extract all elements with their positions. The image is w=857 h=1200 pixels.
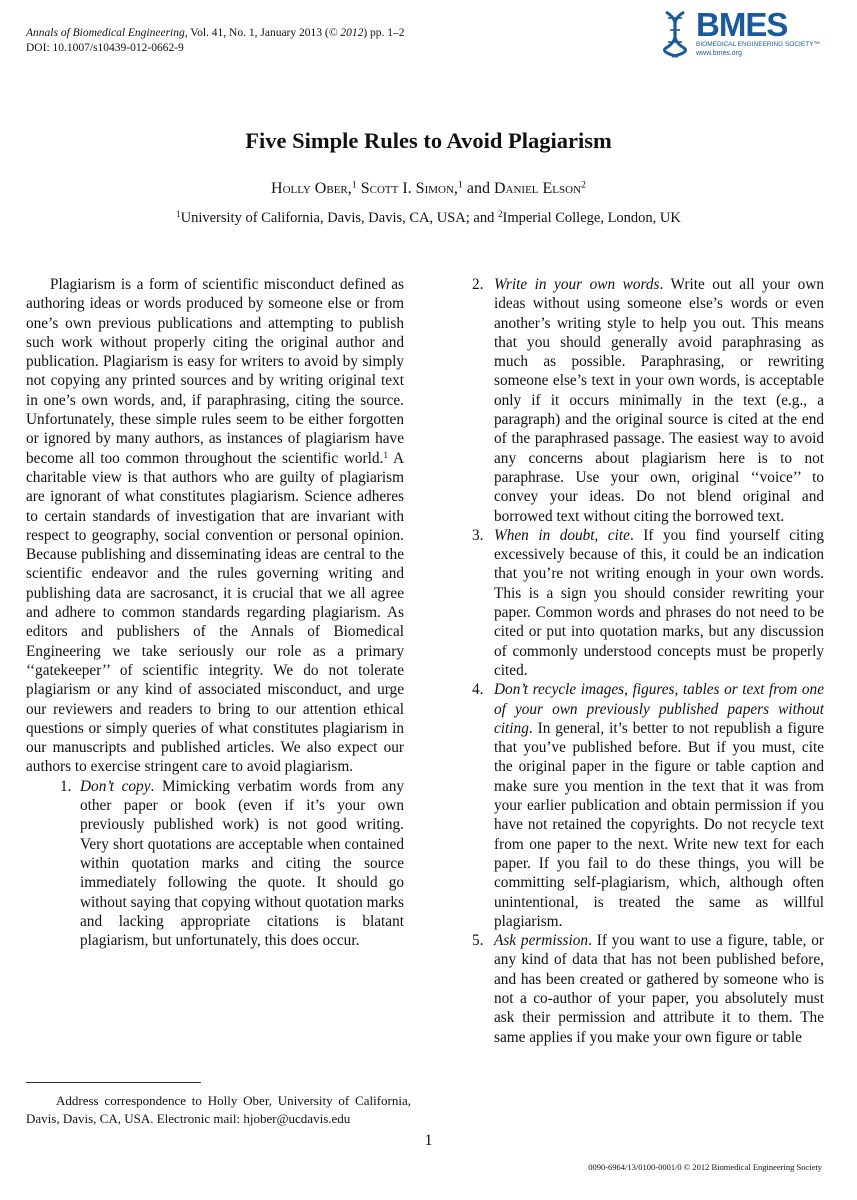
page-range: ) pp. 1–2: [363, 27, 405, 39]
rule-text: . Write out all your own ideas without using someone else’s words or even another’s writing style to help you out. This means that you should generally avoid paraphrasing as much as possible. Paraphrasing, or rewriting someone else’s text in your own words, is acceptable only if it occurs minimally in the text (e.g., a paragraph) and the original source is cited at the end of the paraphrased passage. The easiest way to avoid any concerns about plagiarism here is to not paraphrase. Use your own, original ‘‘voice’’ to convey your ideas. Do not blend original and borrowed text without citing the borrowed text.: [494, 276, 824, 525]
logo-society: BIOMEDICAL ENGINEERING SOCIETY™: [696, 41, 821, 48]
author-affil-mark: 1: [457, 179, 463, 191]
bmes-logo: [656, 8, 826, 68]
left-column: [26, 275, 404, 950]
rule-text: . In general, it’s better to not republish a figure that you’ve published before. But if you must, cite the original paper in the figure or table caption and make sure you mention in the text that it was from your earlier publication and obtain permission if you have not retained the copyrights. Do not recycle text from one paper to the next. Write new text for each paper. If you fail to do these things, you will be committing self-plagiarism, which, although often unintentional, is treated the same as willful plagiarism.: [494, 719, 824, 930]
doi: DOI: 10.1007/s10439-012-0662-9: [26, 42, 184, 54]
affil-mark: 2: [497, 209, 503, 220]
rule-title: Don’t recycle images, figures, tables or text from one of your own previously published papers without citing: [494, 681, 824, 737]
copyright-line: 0090-6964/13/0100-0001/0 © 2012 Biomedical Engineering Society: [588, 1162, 822, 1172]
affil-mark: 1: [176, 209, 181, 220]
author-conjunction: and: [466, 180, 490, 197]
rule-number: 1.: [60, 777, 72, 795]
author-name: Holly Ober,: [271, 180, 352, 197]
author-name: Scott I. Simon,: [360, 180, 458, 197]
rule-text: . Mimicking verbatim words from any other paper or book (even if it’s your own previously published work) is not good writing. Very short quotations are acceptable when contained within quotation marks and citing the source immediately following the quote. It should go without saying that copying without quotation marks and lacking appropriate citations is blatant plagiarism, but unfortunately, this does occur.: [80, 777, 404, 950]
running-header: [26, 26, 405, 56]
rule-item: [446, 680, 824, 931]
author-affil-mark: 1: [351, 179, 357, 191]
page-number: 1: [424, 1132, 433, 1149]
rule-number: 3.: [472, 526, 484, 544]
rule-number: 5.: [472, 932, 484, 950]
article-title: Five Simple Rules to Avoid Plagiarism: [245, 128, 612, 153]
correspondence-footnote: Address correspondence to Holly Ober, University of California, Davis, Davis, CA, USA. Electronic mail: hjober@ucdavis.edu: [26, 1093, 411, 1126]
affiliations: [0, 210, 857, 227]
rule-title: Ask permission: [494, 932, 589, 950]
logo-url: www.bmes.org: [696, 50, 742, 57]
rule-number: 4.: [472, 681, 484, 699]
author-affil-mark: 2: [581, 179, 586, 191]
dna-helix-icon: [656, 10, 694, 58]
rule-number: 2.: [472, 276, 484, 293]
journal-citation: [26, 26, 405, 41]
intro-text: Plagiarism is a form of scientific misconduct defined as authoring ideas or words produced by someone else or from one’s own previous publications and attempting to publish such work without properly citing the original author and publication. Plagiarism is easy for writers to avoid by simply not copying any printed sources and by writing original text in one’s own words, and, if paraphrasing, citing the source. Unfortunately, these simple rules seem to be either forgotten or ignored by many authors, as instances of plagiarism have become all too common throughout the scientific world.: [26, 276, 404, 467]
citation-mark: 1: [383, 450, 389, 461]
volume-issue: Vol. 41, No. 1, January 2013 (: [187, 27, 329, 39]
rule-item: [446, 526, 824, 680]
author-list: [0, 180, 857, 198]
copyright-year: © 2012: [328, 27, 364, 39]
journal-name: Annals of Biomedical Engineering,: [26, 27, 188, 39]
affil-text: Imperial College, London, UK: [502, 210, 681, 226]
rule-text: . If you find yourself citing excessively because of this, it could be an indication that you’re not writing enough in your own words. This is a sign you should consider rewriting your paper. Common words and phrases do not need to be cited or put into quotation marks, but any discussion of commonly understood concepts must be properly cited.: [494, 526, 824, 679]
rule-text: . If you want to use a figure, table, or any kind of data that has not been published before, and has been created or gathered by someone who is not a co-author of your paper, you absolutely must ask their permission and attribute it to them. The same applies if you make your own figure or table: [494, 932, 824, 1046]
rule-item: [36, 777, 404, 951]
rule-title: When in doubt, cite: [494, 526, 630, 544]
right-column: [446, 275, 824, 1047]
footnote-divider: [26, 1082, 201, 1083]
logo-wordmark: BMES: [696, 6, 788, 43]
rule-item: [446, 931, 824, 1047]
intro-paragraph: [26, 275, 404, 777]
rule-title: Don’t copy: [80, 777, 151, 795]
author-name: Daniel Elson: [493, 180, 582, 197]
intro-text: A charitable view is that authors who are guilty of plagiarism are ignorant of what constitutes plagiarism. Science adheres to certain standards of investigation that are invariant with respect to geography, social convention or personal opinion. Because publishing and disseminating ideas are central to the scientific endeavor and the rules governing writing and publishing data are sacrosanct, it is crucial that we all agree and adhere to common standards regarding plagiarism. As editors and publishers of the Annals of Biomedical Engineering we take seriously our role as a primary ‘‘gatekeeper’’ of scientific integrity. We do not tolerate plagiarism or any kind of associated misconduct, and urge our reviewers and readers to bring to our attention ethical questions or simply queries of what constitutes plagiarism in our manuscripts and published articles. We also expect our authors to exercise stringent care to avoid plagiarism.: [26, 449, 404, 776]
rule-item: [446, 275, 824, 526]
affil-text: University of California, Davis, Davis, CA, USA; and: [180, 210, 498, 226]
rule-title: Write in your own words: [494, 276, 660, 293]
